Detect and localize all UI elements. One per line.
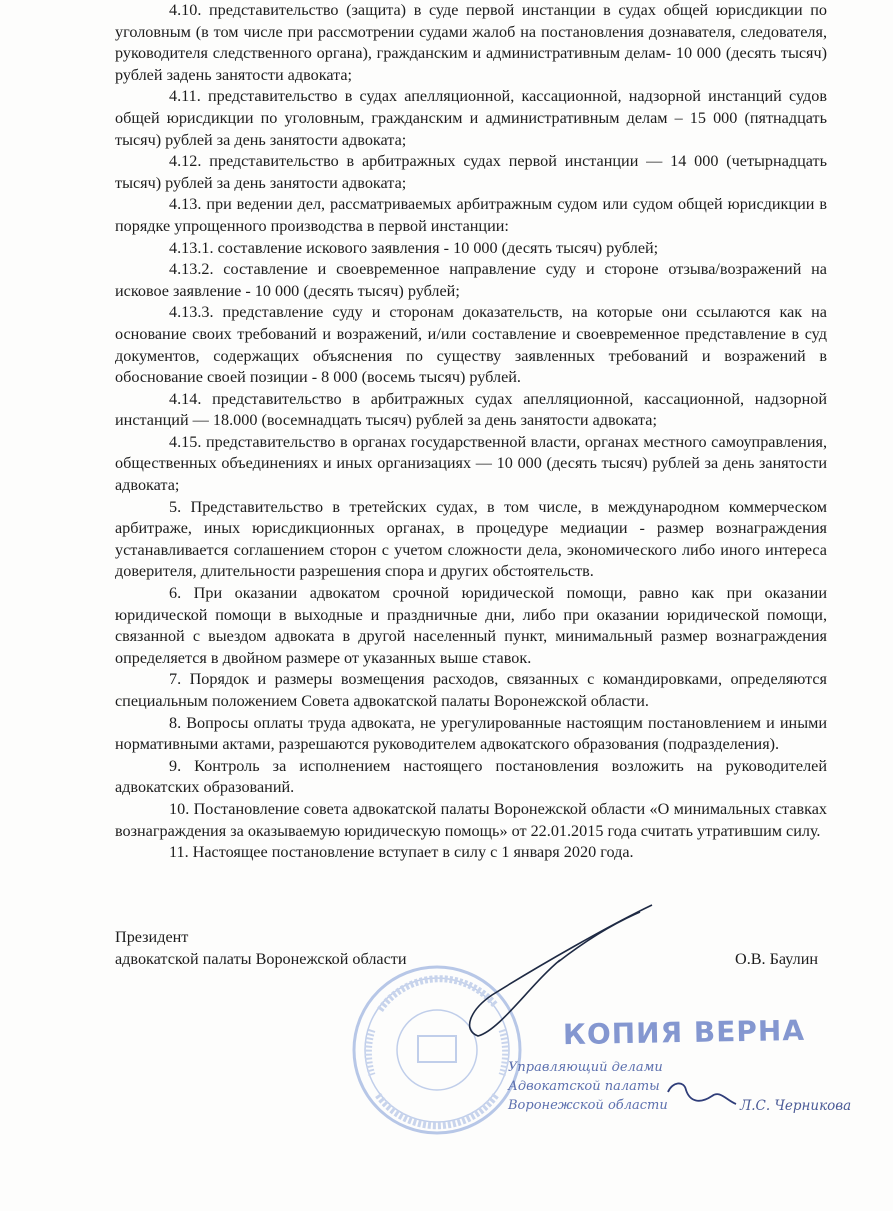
certification-line3: Воронежской области [508, 1098, 668, 1113]
clause-6: 6. При оказании адвокатом срочной юридической помощи, равно как при оказании юридической помощи в выходные и праздничные дни, либо при оказании юридической помощи, связанной с выездом адвоката в другой населенный пункт, минимальный размер вознаграждения определяется в двойном размере от указанных выше ставок. [115, 584, 827, 667]
certification-block [508, 1058, 668, 1115]
clause-4-13-1: 4.13.1. составление искового заявления - 10 000 (десять тысяч) рублей; [169, 238, 659, 257]
clause-11: 11. Настоящее постановление вступает в силу с 1 января 2020 года. [169, 843, 634, 862]
signatory-title-line2: адвокатской палаты Воронежской области [115, 949, 407, 968]
copy-certified-stamp: КОПИЯ ВЕРНА [562, 1013, 806, 1052]
clause-4-15: 4.15. представительство в органах государственной власти, органах местного самоуправления, общественных объединениях и иных организациях — 10 000 (десять тысяч) рублей за день занятости адвоката; [115, 432, 827, 495]
round-seal-icon [354, 967, 520, 1133]
clause-8: 8. Вопросы оплаты труда адвоката, не урегулированные настоящим постановлением и иными нормативными актами, разрешаются руководителем адвокатского образования (подразделения). [115, 713, 827, 754]
clause-10: 10. Постановление совета адвокатской палаты Воронежской области «О минимальных ставках вознаграждения за оказываемую юридическую помощь» от 22.01.2015 года считать утратившим силу. [115, 799, 827, 840]
certification-line1: Управляющий делами [508, 1060, 663, 1075]
signatory-title-line1: Президент [115, 928, 189, 946]
clause-5: 5. Представительство в третейских судах, в том числе, в международном коммерческом арбитраже, иных юрисдикционных органах, в процедуре медиации - размер вознаграждения устанавливается соглашением сторон с учетом сложности дела, экономического либо иного интереса доверителя, длительности разрешения спора и других обстоятельств. [115, 497, 827, 581]
clause-9: 9. Контроль за исполнением настоящего постановления возложить на руководителей адвокатских образований. [115, 756, 827, 797]
clause-4-14: 4.14. представительство в арбитражных судах апелляционной, кассационной, надзорной инстанций — 18.000 (восемнадцать тысяч) рублей за день занятости адвоката; [115, 389, 827, 430]
certifier-name: Л.С. Черникова [740, 1098, 852, 1114]
clause-7: 7. Порядок и размеры возмещения расходов, связанных с командировками, определяются специальным положением Совета адвокатской палаты Воронежской области. [115, 670, 827, 710]
document-body [115, 0, 827, 864]
clause-4-13-3: 4.13.3. представление суду и сторонам доказательств, на которые они ссылаются как на основание своих требований и возражений, и/или составление и своевременное представление в суд документов, содержащих объяснения по существу заявленных требований и возражений в обоснование своей позиции - 8 000 (восемь тысяч) рублей. [115, 303, 827, 387]
clause-4-13-2: 4.13.2. составление и своевременное направление суду и стороне отзыва/возражений на исковое заявление - 10 000 (десять тысяч) рублей; [115, 260, 827, 300]
clause-4-11: 4.11. представительство в судах апелляционной, кассационной, надзорной инстанций судов общей юрисдикции по уголовным, гражданским и административным делам – 15 000 (пятнадцать тысяч) рублей за день занятости адвоката; [115, 87, 827, 149]
signatory-name: О.В. Баулин [735, 950, 819, 968]
clause-4-10: 4.10. представительство (защита) в суде первой инстанции в судах общей юрисдикции по уголовным (в том числе при рассмотрении судами жалоб на постановления дознавателя, следователя, руководителя следственного органа), гражданским и административным делам- 10 000 (десять тысяч) рублей задень занятости адвоката; [115, 1, 827, 84]
handwritten-signature-icon [668, 1083, 736, 1104]
certification-line2: Адвокатской палаты [508, 1079, 660, 1094]
clause-4-12: 4.12. представительство в арбитражных судах первой инстанции — 14 000 (четырнадцать тысяч) рублей за день занятости адвоката; [115, 152, 827, 192]
signatory-title [115, 927, 407, 970]
clause-4-13: 4.13. при ведении дел, рассматриваемых арбитражным судом или судом общей юрисдикции в порядке упрощенного производства в первой инстанции: [115, 195, 827, 235]
